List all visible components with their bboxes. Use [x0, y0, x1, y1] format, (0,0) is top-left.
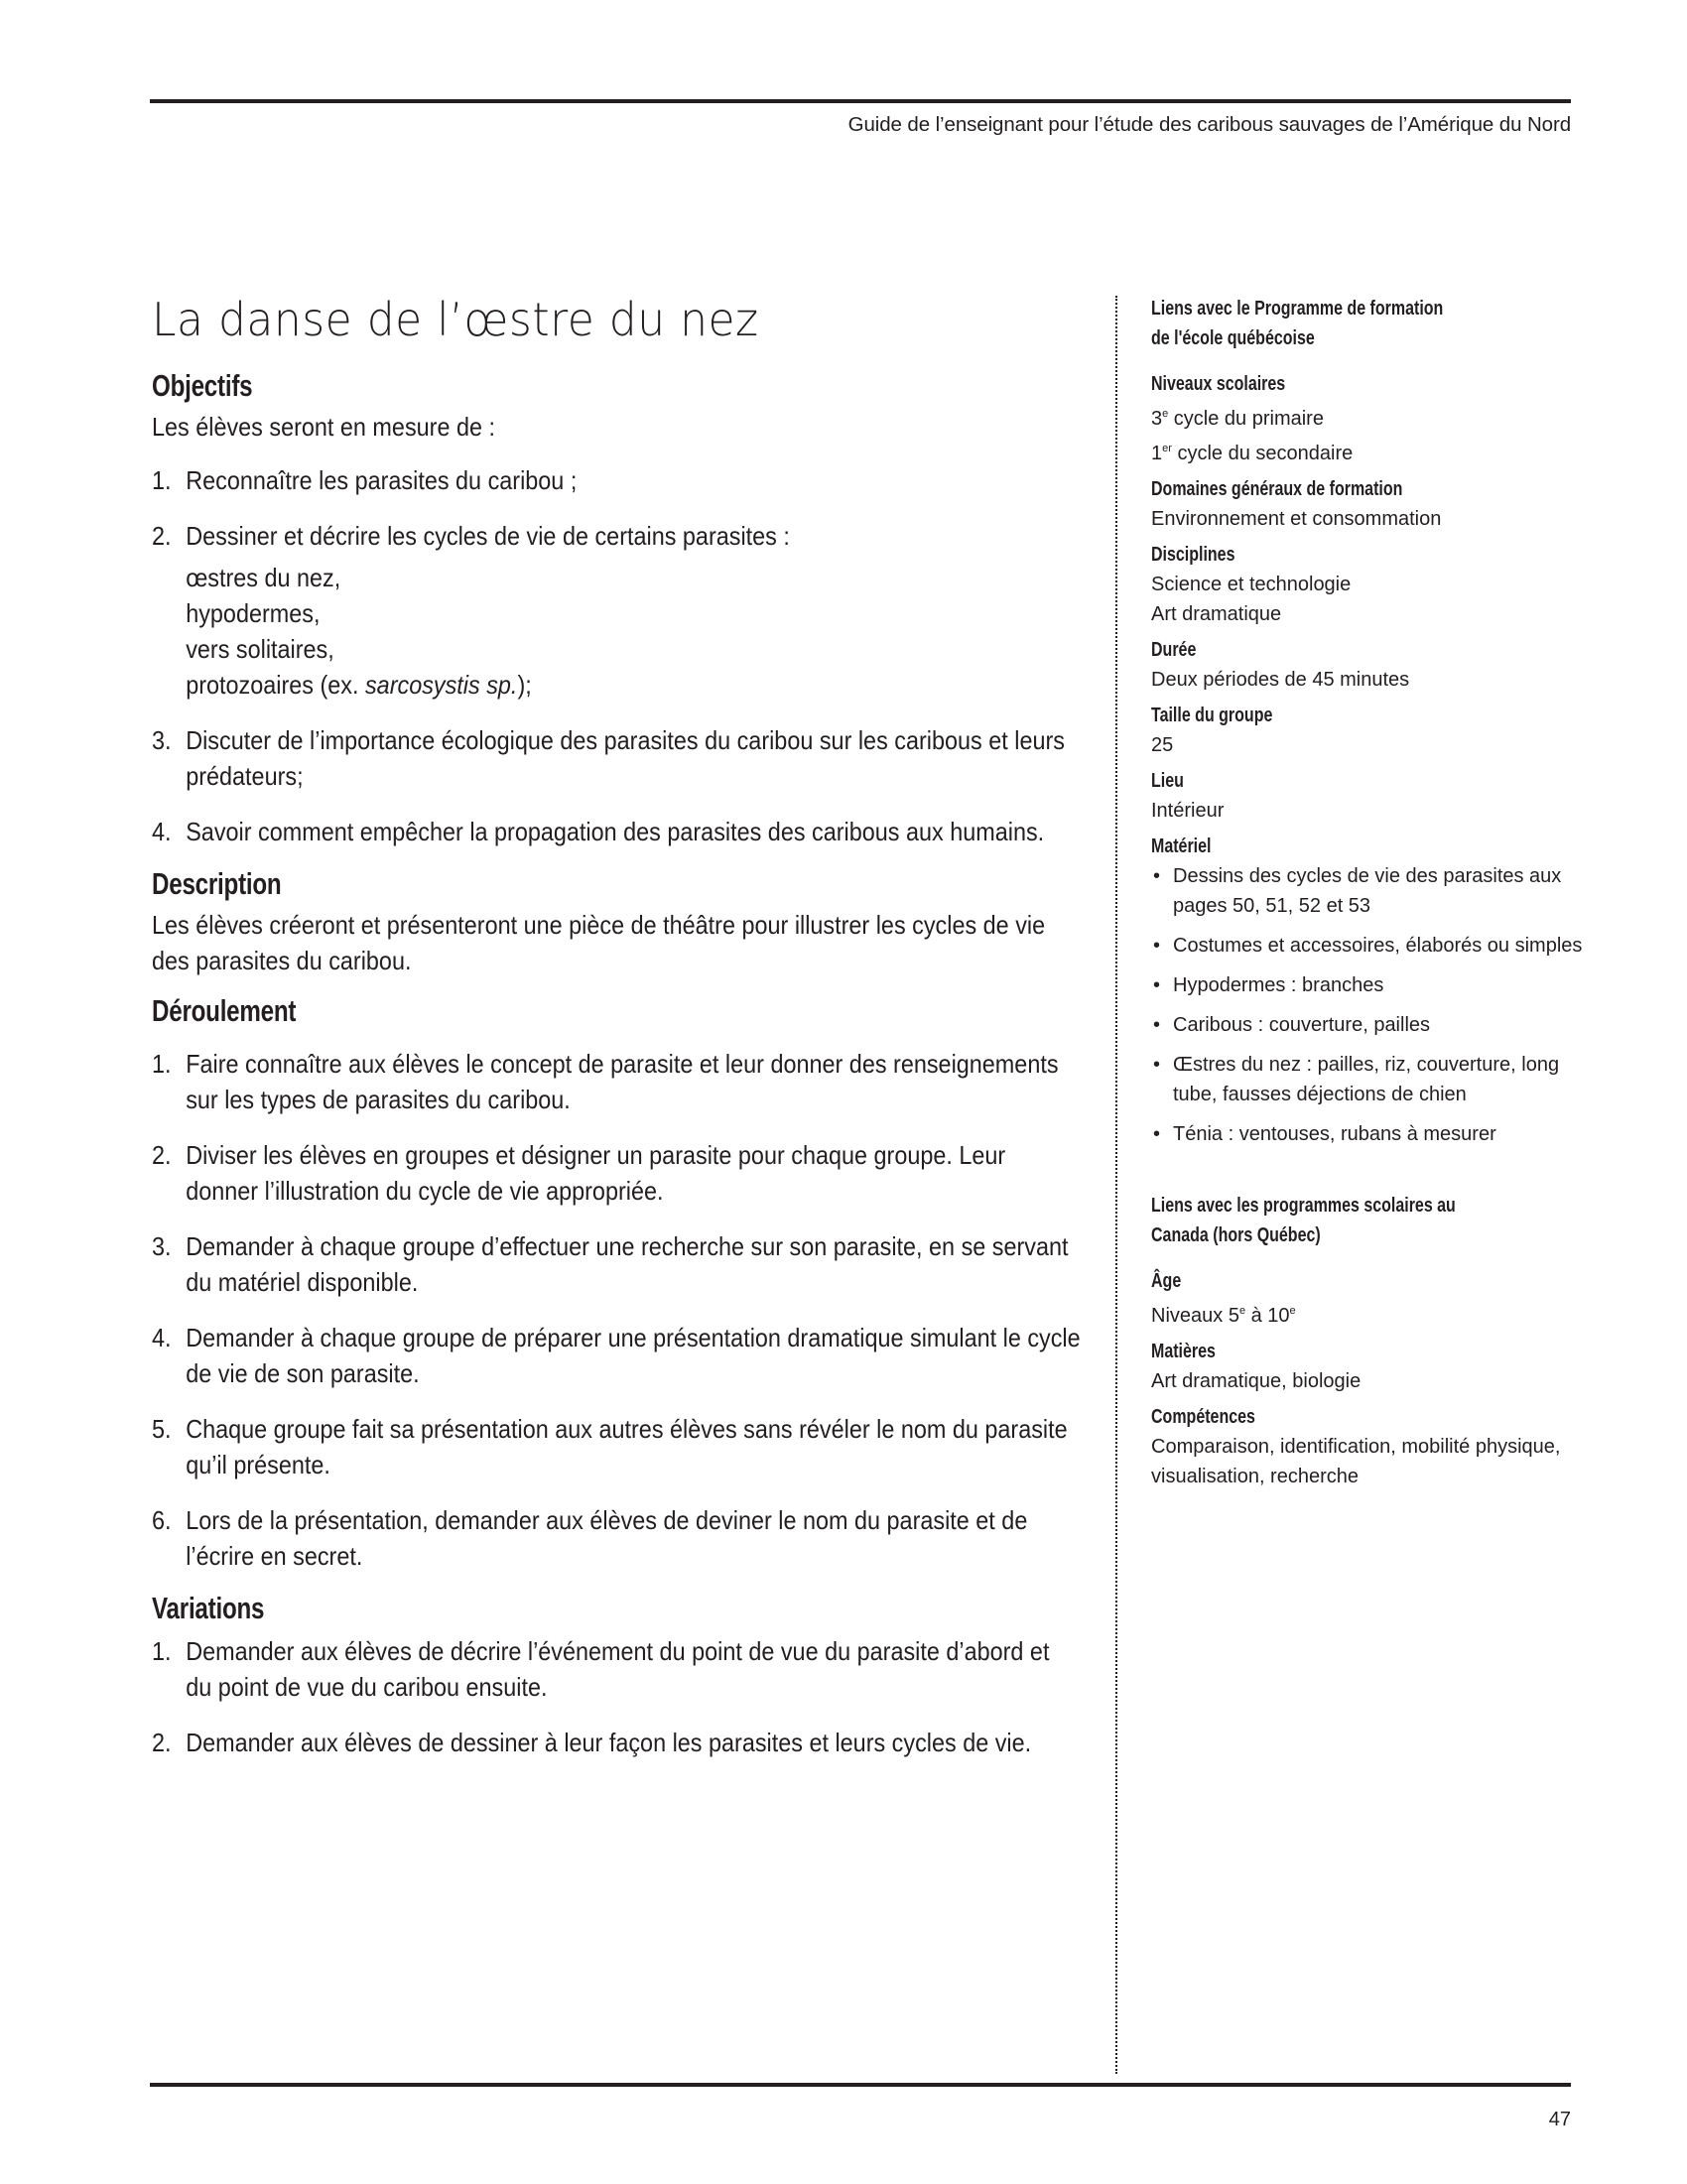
duree-value: Deux périodes de 45 minutes [1151, 669, 1410, 691]
list-item [152, 1633, 1081, 1705]
list-number: 1. [152, 465, 172, 496]
materiel-item: • Hypodermes : branches [1151, 970, 1588, 1000]
age-value [1151, 1296, 1588, 1331]
list-text: Demander à chaque groupe d’effectuer une recherche sur son parasite, en se servant du matériel disponible. [186, 1231, 1069, 1298]
page-number: 47 [1548, 2109, 1571, 2130]
list-item [152, 1228, 1081, 1300]
competences-label: Compétences [1151, 1406, 1255, 1428]
deroulement-list [152, 1046, 1081, 1574]
list-text: Demander aux élèves de dessiner à leur façon les parasites et leurs cycles de vie. [186, 1728, 1032, 1758]
canada-heading-line2: Canada (hors Québec) [1151, 1224, 1321, 1246]
list-number: 2. [152, 521, 172, 552]
materiel-item: • Caribous : couverture, pailles [1151, 1010, 1588, 1040]
page-title: La danse de l’œstre du nez [152, 293, 759, 347]
sublist-text: protozoaires (ex. [186, 670, 365, 701]
heading-deroulement: Déroulement [152, 993, 297, 1029]
parasite-sublist [186, 560, 1081, 703]
ordinal-number: 3 [1151, 408, 1163, 430]
materiel-item: • Ténia : ventouses, rubans à mesurer [1151, 1119, 1588, 1149]
list-number: 1. [152, 1049, 172, 1080]
section-deroulement [152, 993, 1081, 1574]
materiel-item: • Dessins des cycles de vie des parasites aux pages 50, 51, 52 et 53 [1151, 861, 1588, 921]
ordinal-suffix: e [1238, 1305, 1246, 1317]
section-variations [152, 1592, 1075, 1760]
age-text: à 10 [1245, 1305, 1290, 1327]
list-text: Faire connaître aux élèves le concept de parasite et leur donner des renseignements sur les types de parasites du caribou. [186, 1049, 1059, 1115]
objectifs-intro: Les élèves seront en mesure de : [152, 412, 496, 443]
canada-links-block [1151, 1191, 1588, 1491]
list-item [152, 1502, 1081, 1574]
niveaux-label: Niveaux scolaires [1151, 373, 1286, 395]
list-text: Reconnaître les parasites du caribou ; [186, 465, 578, 496]
age-text: Niveaux 5 [1151, 1305, 1239, 1327]
list-item [152, 1411, 1081, 1482]
objectifs-list [152, 462, 1081, 849]
ordinal-number: 1 [1151, 443, 1163, 464]
lieu-label: Lieu [1151, 770, 1184, 792]
quebec-heading-line2: de l'école québécoise [1151, 327, 1315, 349]
list-text: Demander à chaque groupe de préparer une présentation dramatique simulant le cycle de vie de son parasite. [186, 1323, 1081, 1389]
list-item [152, 518, 1081, 703]
list-number: 4. [152, 817, 172, 847]
niveaux-value [1151, 434, 1588, 468]
list-text: Discuter de l’importance écologique des parasites du caribou sur les caribous et leurs prédateurs; [186, 725, 1065, 792]
ordinal-suffix: e [1289, 1305, 1296, 1317]
sublist-item: vers solitaires, [186, 634, 334, 665]
list-text: Dessiner et décrire les cycles de vie de certains parasites : [186, 521, 790, 552]
duree-label: Durée [1151, 639, 1197, 661]
main-column [152, 293, 1081, 1760]
list-item [152, 722, 1081, 794]
disciplines-value: Science et technologie [1151, 574, 1352, 595]
disciplines-value: Art dramatique [1151, 603, 1282, 625]
taille-value: 25 [1151, 734, 1174, 756]
niveaux-value [1151, 399, 1588, 434]
list-number: 5. [152, 1414, 172, 1445]
section-objectifs [152, 369, 1075, 849]
list-text: Diviser les élèves en groupes et désigner un parasite pour chaque groupe. Leur donner l’illustration du cycle de vie appropriée. [186, 1140, 1006, 1207]
section-description [152, 867, 1075, 978]
list-text: Demander aux élèves de décrire l’événement du point de vue du parasite d’abord et du point de vue du caribou ensuite. [186, 1636, 1050, 1703]
disciplines-label: Disciplines [1151, 544, 1235, 566]
domaines-label: Domaines généraux de formation [1151, 478, 1403, 500]
ordinal-suffix: er [1162, 443, 1172, 454]
list-item [152, 1137, 1081, 1209]
materiel-list [1151, 861, 1588, 1149]
list-number: 3. [152, 1231, 172, 1262]
description-text: Les élèves créeront et présenteront une pièce de théâtre pour illustrer les cycles de vie des parasites du caribou. [152, 910, 1046, 976]
list-number: 6. [152, 1505, 172, 1536]
header-rule [150, 99, 1571, 103]
competences-value: Comparaison, identification, mobilité physique, visualisation, recherche [1151, 1436, 1561, 1487]
list-item [152, 1725, 1081, 1760]
matieres-value: Art dramatique, biologie [1151, 1370, 1362, 1392]
list-text: Lors de la présentation, demander aux élèves de deviner le nom du parasite et de l’écrire en secret. [186, 1505, 1028, 1572]
quebec-heading-line1: Liens avec le Programme de formation [1151, 298, 1444, 320]
list-item [152, 462, 1081, 498]
list-number: 2. [152, 1728, 172, 1758]
list-item [152, 1046, 1081, 1117]
sublist-item: œstres du nez, [186, 563, 341, 593]
list-number: 3. [152, 725, 172, 756]
list-number: 4. [152, 1323, 172, 1353]
sublist-item: hypodermes, [186, 598, 321, 629]
heading-objectifs: Objectifs [152, 368, 253, 403]
materiel-label: Matériel [1151, 835, 1212, 857]
variations-list [152, 1633, 1081, 1760]
materiel-item: • Œstres du nez : pailles, riz, couverture, long tube, fausses déjections de chien [1151, 1050, 1588, 1109]
canada-heading-line1: Liens avec les programmes scolaires au [1151, 1195, 1456, 1217]
sublist-text: ); [517, 670, 532, 701]
list-text: Chaque groupe fait sa présentation aux autres élèves sans révéler le nom du parasite qu’il présente. [186, 1414, 1068, 1480]
sublist-item [186, 667, 1081, 703]
materiel-item: • Costumes et accessoires, élaborés ou simples [1151, 931, 1588, 961]
list-number: 2. [152, 1140, 172, 1171]
niveaux-text: cycle du primaire [1168, 408, 1324, 430]
matieres-label: Matières [1151, 1341, 1216, 1362]
quebec-links-block [1151, 294, 1588, 1149]
lieu-value: Intérieur [1151, 800, 1225, 822]
footer-rule [150, 2083, 1571, 2087]
column-divider [1115, 296, 1117, 2074]
list-item [152, 1320, 1081, 1391]
running-head: Guide de l’enseignant pour l’étude des caribous sauvages de l’Amérique du Nord [847, 113, 1571, 136]
species-name: sarcosystis sp. [364, 670, 518, 701]
heading-description: Description [152, 866, 282, 902]
list-text: Savoir comment empêcher la propagation des parasites des caribous aux humains. [186, 817, 1045, 847]
age-label: Âge [1151, 1270, 1182, 1292]
sidebar [1151, 294, 1588, 1491]
taille-label: Taille du groupe [1151, 705, 1273, 726]
list-item [152, 814, 1081, 849]
ordinal-suffix: e [1162, 408, 1169, 420]
domaines-value: Environnement et consommation [1151, 508, 1442, 530]
list-number: 1. [152, 1636, 172, 1667]
heading-variations: Variations [152, 1591, 265, 1626]
niveaux-text: cycle du secondaire [1171, 443, 1354, 464]
